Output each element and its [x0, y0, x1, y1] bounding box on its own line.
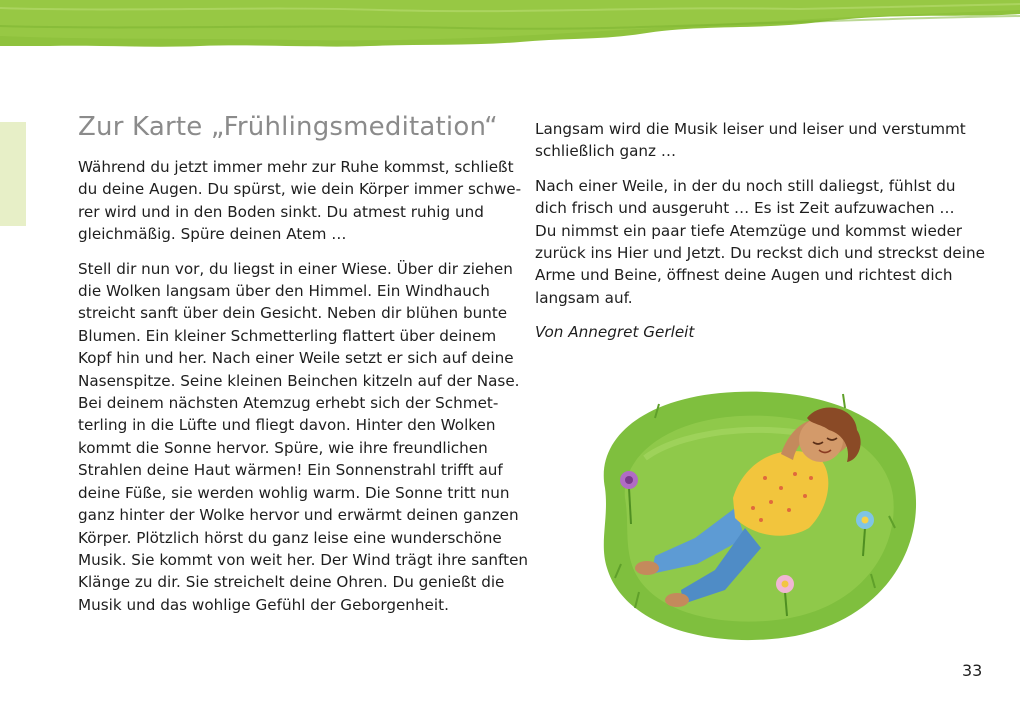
- left-text-column: [78, 156, 529, 628]
- text-line: Arme und Beine, öffnest deine Augen und richtest dich: [535, 266, 953, 285]
- text-line: Blumen. Ein kleiner Schmetterling flattert über deinem: [78, 326, 497, 345]
- text-line: dich frisch und ausgeruht … Es ist Zeit aufzuwachen …: [535, 199, 955, 218]
- text-line: Kopf hin und her. Nach einer Weile setzt er sich auf deine: [78, 349, 514, 368]
- paragraph: [535, 175, 985, 309]
- right-text-column: [535, 118, 985, 356]
- text-line: deine Füße, sie werden wohlig warm. Die Sonne tritt nun: [78, 483, 510, 502]
- text-line: die Wolken langsam über den Himmel. Ein Windhauch: [78, 282, 490, 301]
- text-line: Nasenspitze. Seine kleinen Beinchen kitzeln auf der Nase.: [78, 371, 520, 390]
- paragraph: [78, 156, 522, 246]
- text-line: Musik und das wohlige Gefühl der Geborgenheit.: [78, 595, 449, 614]
- text-line: kommt die Sonne hervor. Spüre, wie ihre freundlichen: [78, 438, 488, 457]
- text-line: Langsam wird die Musik leiser und leiser und verstummt: [535, 120, 966, 138]
- page-title: Zur Karte „Frühlingsmeditation“: [78, 112, 498, 142]
- page-number: 33: [962, 661, 983, 680]
- text-line: Klänge zu dir. Sie streichelt deine Ohren. Du genießt die: [78, 573, 505, 592]
- text-line: rer wird und in den Boden sinkt. Du atmest ruhig und: [78, 202, 484, 221]
- text-line: Nach einer Weile, in der du noch still daliegst, fühlst du: [535, 176, 956, 195]
- paragraph: [78, 258, 529, 617]
- author-credit: Von Annegret Gerleit: [535, 323, 695, 342]
- text-line: schließlich ganz …: [535, 142, 677, 161]
- text-line: Körper. Plötzlich hörst du ganz leise eine wunderschöne: [78, 528, 502, 547]
- side-accent-tab: [0, 122, 26, 226]
- paragraph: [535, 118, 985, 163]
- text-line: terling in die Lüfte und fliegt davon. Hinter den Wolken: [78, 416, 496, 435]
- text-line: Du nimmst ein paar tiefe Atemzüge und kommst wieder: [535, 221, 963, 240]
- text-line: Musik. Sie kommt von weit her. Der Wind trägt ihre sanften: [78, 550, 529, 569]
- text-line: streicht sanft über dein Gesicht. Neben dir blühen bunte: [78, 304, 508, 323]
- text-line: Bei deinem nächsten Atemzug erhebt sich der Schmet-: [78, 394, 499, 413]
- text-line: Strahlen deine Haut wärmen! Ein Sonnenstrahl trifft auf: [78, 461, 503, 480]
- child-in-meadow-illustration: [585, 378, 920, 648]
- header-green-band: [0, 0, 1020, 52]
- text-line: du deine Augen. Du spürst, wie dein Körper immer schwe-: [78, 180, 522, 199]
- text-line: Stell dir nun vor, du liegst in einer Wiese. Über dir ziehen: [78, 259, 513, 278]
- text-line: Während du jetzt immer mehr zur Ruhe kommst, schließt: [78, 158, 514, 176]
- text-line: langsam auf.: [535, 288, 633, 307]
- text-line: ganz hinter der Wolke hervor und erwärmt deinen ganzen: [78, 506, 519, 525]
- text-line: zurück ins Hier und Jetzt. Du reckst dich und streckst deine: [535, 244, 985, 263]
- text-line: gleichmäßig. Spüre deinen Atem …: [78, 225, 347, 244]
